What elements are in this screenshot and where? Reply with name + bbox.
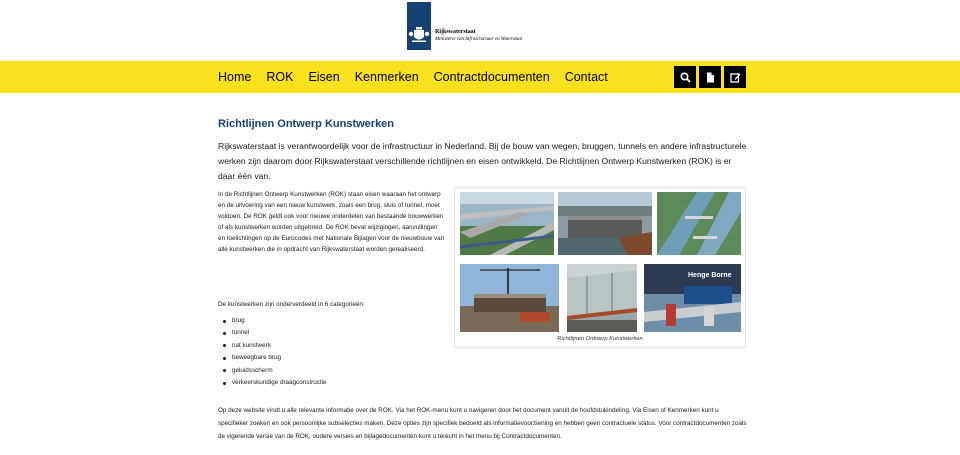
website-info-paragraph: Op deze website vindt u alle relevante informatie over de ROK. Via het ROK-menu kunt u navigeren door het document vanuit de hoofdstukindeling. Via Eisen of Kenmerken kunt u specifieker zoeken en ook persoonlijke subselecties maken. Deze opties zijn specifiek bedoeld als informatievoorziening en hebben geen contractuele status. Voor contractdocumenten zoals de vigerende versie van de ROK, oudere versies en bijlagedocumenten kunt u terecht in het menu bij Contractdocumenten. (218, 407, 747, 440)
nav-item-rok[interactable]: ROK (266, 70, 294, 84)
list-item: beweegbare brug (223, 352, 327, 364)
rijkswaterstaat-logo[interactable] (407, 2, 522, 52)
logo-subtitle: Ministerie van Infrastructuur en Waterstaat (435, 37, 523, 42)
list-item: tunnel (223, 327, 327, 339)
categories-list (223, 315, 327, 389)
nav-tools (674, 66, 749, 88)
logo-emblem (407, 2, 431, 50)
edit-button[interactable] (724, 66, 746, 88)
photo-noise-barrier (567, 264, 637, 332)
photo-banner-text: Henge Borne (688, 272, 732, 279)
main-navigation (0, 61, 960, 93)
document-icon (706, 72, 715, 83)
photo-bridge-banner (644, 264, 741, 332)
logo-text (435, 29, 522, 42)
list-item: nat kunstwerk (223, 340, 327, 352)
search-button[interactable] (674, 66, 696, 88)
logo-title: Rijkswaterstaat (435, 29, 476, 35)
rok-description: In de Richtlijnen Ontwerp Kunstwerken (ROK) staan eisen waaraan het ontwerp en de uitvoering van een nieuw kunstwerk, zoals een brug, sluis of tunnel, moet voldoen. De ROK geldt ook voor nieuwe onderdelen van bestaande bouwwerken of als kunstwerken worden uitgebreid. De ROK bevat wijzigingen, aanvullingen en toelichtingen op de Eurocodes met Nationale Bijlagen voor de nieuwbouw van alle kunstwerken die in opdracht van Rijkswaterstaat worden gerealiseerd. (218, 191, 445, 253)
photo-locks-aerial (657, 192, 741, 255)
nav-item-eisen[interactable]: Eisen (308, 70, 340, 84)
coat-of-arms-icon (408, 26, 430, 44)
edit-icon (730, 72, 741, 83)
nav-item-kenmerken[interactable]: Kenmerken (354, 70, 419, 84)
intro-paragraph: Rijkswaterstaat is verantwoordelijk voor de infrastructuur in Nederland. Bij de bouw van wegen, bruggen, tunnels en andere infrastructurele werken zijn daarom door Rijkswaterstaat verschillende richtlijnen en eisen ontwikkeld. De Richtlijnen Ontwerp Kunstwerken (ROK) is er daar één van. (218, 141, 747, 181)
photo-highway-bridge (460, 192, 554, 255)
page-title: Richtlijnen Ontwerp Kunstwerken (218, 118, 395, 130)
nav-menu (218, 61, 623, 93)
search-icon (680, 72, 691, 83)
document-button[interactable] (699, 66, 721, 88)
list-item: verkeerskundige draagconstructie (223, 377, 327, 389)
categories-intro: De kunstwerken zijn onderverdeeld in 6 categorieën: (218, 301, 365, 308)
nav-item-contractdocumenten[interactable]: Contractdocumenten (433, 70, 550, 84)
photo-lock-gate (558, 192, 652, 255)
list-item: geluidsscherm (223, 365, 327, 377)
nav-item-contact[interactable]: Contact (564, 70, 608, 84)
nav-item-home[interactable]: Home (218, 70, 252, 84)
site-header (0, 0, 960, 61)
photo-construction (460, 264, 559, 332)
photo-caption: Richtlijnen Ontwerp Kunstwerken (557, 336, 643, 342)
photo-collage (454, 187, 746, 348)
list-item: brug (223, 315, 327, 327)
